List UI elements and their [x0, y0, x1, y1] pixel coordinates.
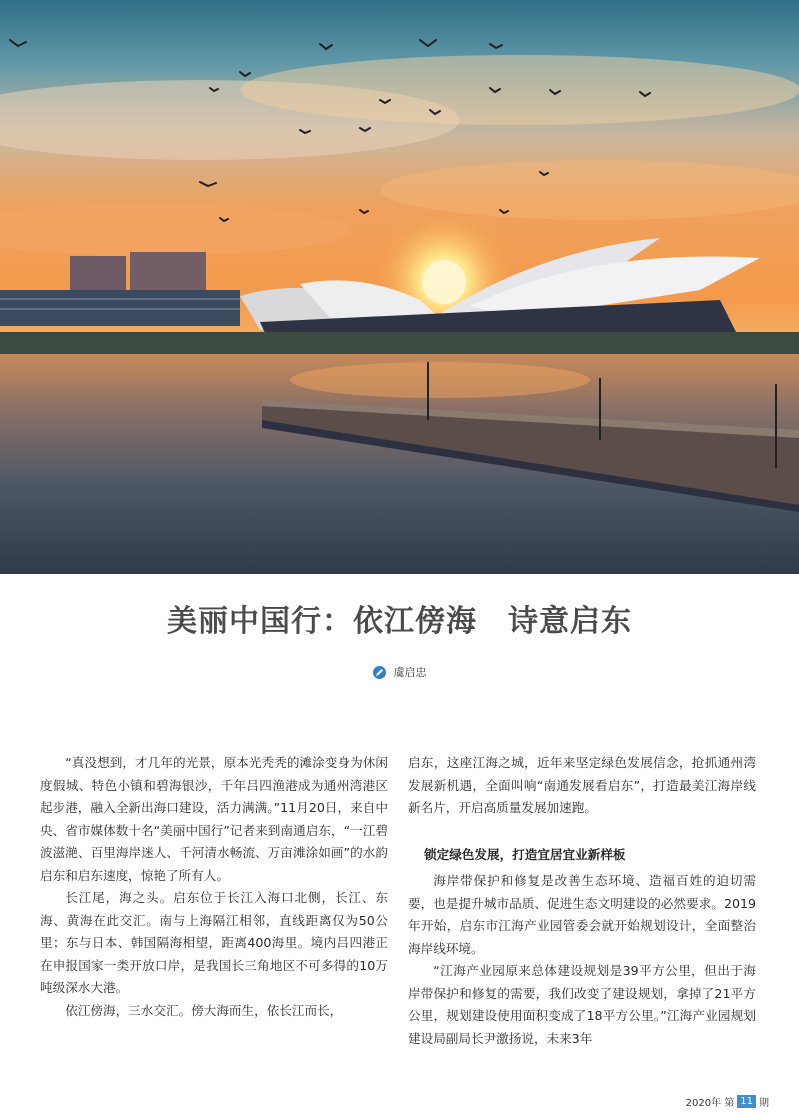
right-column [408, 752, 756, 1050]
paragraph: 依江傍海，三水交汇。傍大海而生，依长江而长， [65, 1002, 343, 1018]
byline [0, 664, 799, 680]
issue-number: 11 [737, 1095, 756, 1108]
left-column [40, 752, 388, 1022]
section-heading: 锁定绿色发展，打造宜居宜业新样板 [424, 846, 626, 862]
paragraph: “江海产业园原来总体建设规划是39平方公里，但出于海岸带保护和修复的需要，我们改变了建设规划，拿掉了21平方公里，规划建设使用面积变成了18平方公里。”江海产业园规划建设局副局长尹激扬说，未来3年 [408, 963, 756, 1046]
issue-footer [686, 1094, 769, 1109]
pen-icon [373, 666, 386, 679]
issue-year-label: 2020年 第 [685, 1098, 735, 1109]
issue-suffix: 期 [759, 1098, 769, 1109]
paragraph: “真没想到，才几年的光景，原本光秃秃的滩涂变身为休闲度假城、特色小镇和碧海银沙，千年吕四渔港成为通州湾港区起步港，融入全新出海口建设，活力满满。”11月20日，来自中央、省市媒体数十名“美丽中国行”记者来到南通启东，“一江碧波滋滟、百里海岸迷人、千河清水畅流、万亩滩涂如画”的水韵启东和启东速度，惊艳了所有人。 [40, 755, 388, 883]
author-name: 虞启忠 [393, 666, 427, 679]
paragraph-continued: 启东，这座江海之城，近年来坚定绿色发展信念，抢抓通州湾发展新机遇，全面叫响“南通发展看启东”，打造最美江海岸线新名片，开启高质量发展加速跑。 [408, 755, 756, 815]
article-title: 美丽中国行：依江傍海 诗意启东 [167, 604, 632, 639]
paragraph: 海岸带保护和修复是改善生态环境、造福百姓的迫切需要，也是提升城市品质、促进生态文明建设的必然要求。2019年开始，启东市江海产业园管委会就开始规划设计，全面整治海岸线环境。 [408, 873, 756, 956]
paragraph: 长江尾，海之头。启东位于长江入海口北侧，长江、东海、黄海在此交汇。南与上海隔江相邻，直线距离仅为50公里；东与日本、韩国隔海相望，距离400海里。境内吕四港正在申报国家一类开放口岸，是我国长三角地区不可多得的10万吨级深水大港。 [40, 890, 388, 995]
